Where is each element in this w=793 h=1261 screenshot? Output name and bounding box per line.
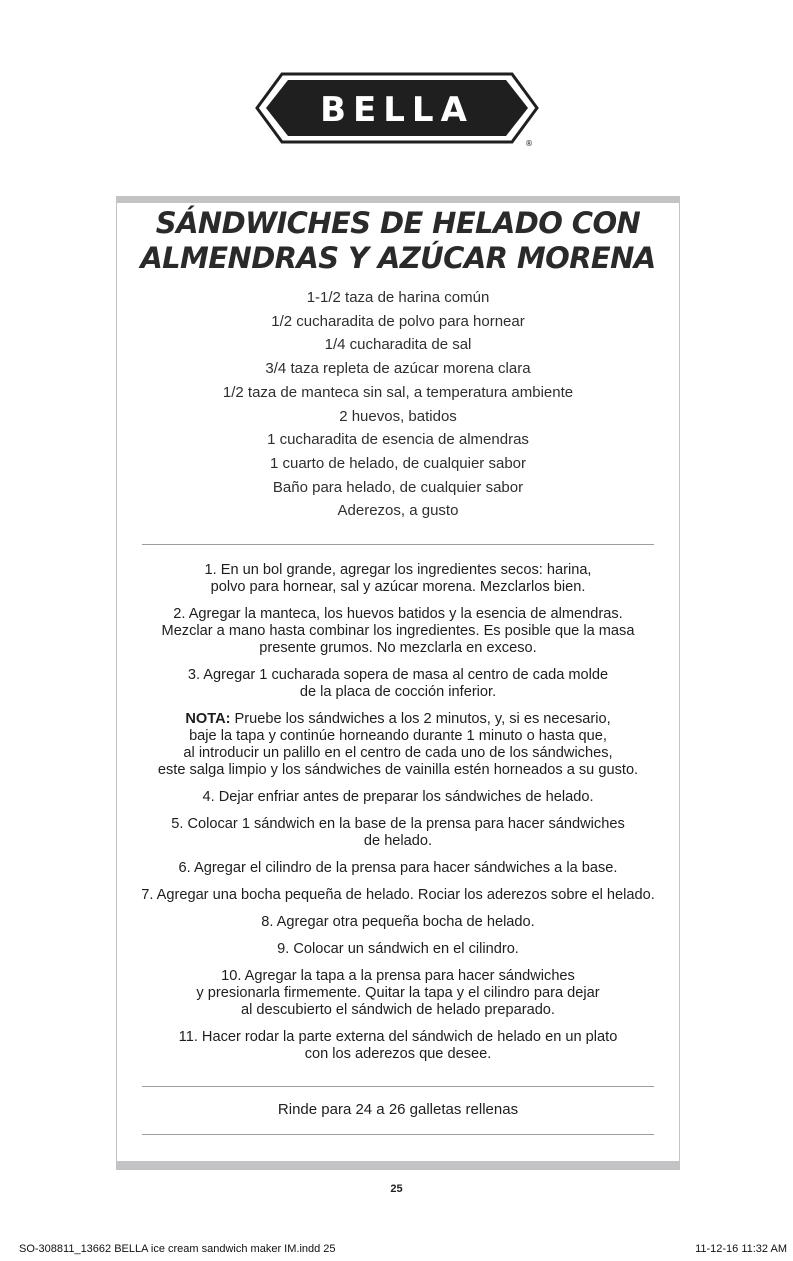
step-nota: NOTA: Pruebe los sándwiches a los 2 minutos, y, si es necesario, baje la tapa y continúe horneando durante 1 minuto o hasta que, al introducir un palillo en el centro de cada uno de los sándwiches, este salga limpio y los sándwiches de vainilla estén horneados a su gusto.: [157, 711, 639, 778]
step-1: 1. En un bol grande, agregar los ingredientes secos: harina, polvo para hornear, sal y azúcar morena. Mezclarlos bien.: [204, 562, 592, 595]
registered-mark: ®: [525, 139, 533, 148]
ingredient-item: Aderezos, a gusto: [337, 502, 459, 520]
divider: [142, 544, 654, 545]
recipe-title: [116, 206, 680, 276]
ingredient-item: 1 cucharadita de esencia de almendras: [267, 431, 529, 449]
step-5: 5. Colocar 1 sándwich en la base de la prensa para hacer sándwiches de helado.: [171, 816, 625, 849]
step-11: 11. Hacer rodar la parte externa del sándwich de helado en un plato con los aderezos que desee.: [178, 1029, 618, 1062]
ingredient-item: Baño para helado, de cualquier sabor: [272, 478, 524, 496]
step-6: 6. Agregar el cilindro de la prensa para hacer sándwiches a la base.: [178, 860, 618, 876]
ingredient-item: 1/2 cucharadita de polvo para hornear: [271, 312, 525, 330]
ingredient-item: 1/4 cucharadita de sal: [324, 336, 472, 354]
nota-label: NOTA:: [185, 711, 231, 727]
yield-text: Rinde para 24 a 26 galletas rellenas: [277, 1101, 519, 1118]
step-8: 8. Agregar otra pequeña bocha de helado.: [261, 914, 535, 930]
divider: [142, 1134, 654, 1135]
step-4: 4. Dejar enfriar antes de preparar los sándwiches de helado.: [202, 789, 594, 805]
recipe-card: [116, 196, 680, 1170]
bella-logo: [254, 70, 540, 152]
ingredient-item: 3/4 taza repleta de azúcar morena clara: [265, 360, 531, 378]
title-line-2: ALMENDRAS Y AZÚCAR MORENA: [140, 241, 656, 275]
ingredient-item: 1 cuarto de helado, de cualquier sabor: [269, 454, 526, 472]
step-3: 3. Agregar 1 cucharada sopera de masa al centro de cada molde de la placa de cocción inferior.: [187, 667, 609, 700]
step-10: 10. Agregar la tapa a la prensa para hacer sándwiches y presionarla firmemente. Quitar la tapa y el cilindro para dejar al descubierto el sándwich de helado preparado.: [196, 968, 600, 1018]
ingredient-item: 1-1/2 taza de harina común: [306, 289, 490, 306]
card-bottom-bar: [116, 1161, 680, 1170]
ingredients-list: [116, 286, 680, 523]
card-top-bar: [116, 196, 680, 203]
step-7: 7. Agregar una bocha pequeña de helado. Rociar los aderezos sobre el helado.: [141, 887, 655, 903]
page-number: 25: [390, 1183, 403, 1195]
print-slug: SO-308811_13662 BELLA ice cream sandwich maker IM.indd 25: [19, 1243, 336, 1255]
divider: [142, 1086, 654, 1087]
title-line-1: SÁNDWICHES DE HELADO CON: [155, 206, 641, 240]
print-date: 11-12-16 11:32 AM: [695, 1243, 787, 1255]
step-9: 9. Colocar un sándwich en el cilindro.: [277, 941, 519, 957]
ingredient-item: 1/2 taza de manteca sin sal, a temperatura ambiente: [222, 383, 574, 401]
instructions: [116, 562, 680, 1073]
ingredient-item: 2 huevos, batidos: [339, 407, 457, 425]
logo-text: BELLA: [320, 90, 474, 130]
step-2: 2. Agregar la manteca, los huevos batidos y la esencia de almendras. Mezclar a mano hasta combinar los ingredientes. Es posible que la masa presente grumos. No mezclarla en exceso.: [161, 606, 635, 656]
